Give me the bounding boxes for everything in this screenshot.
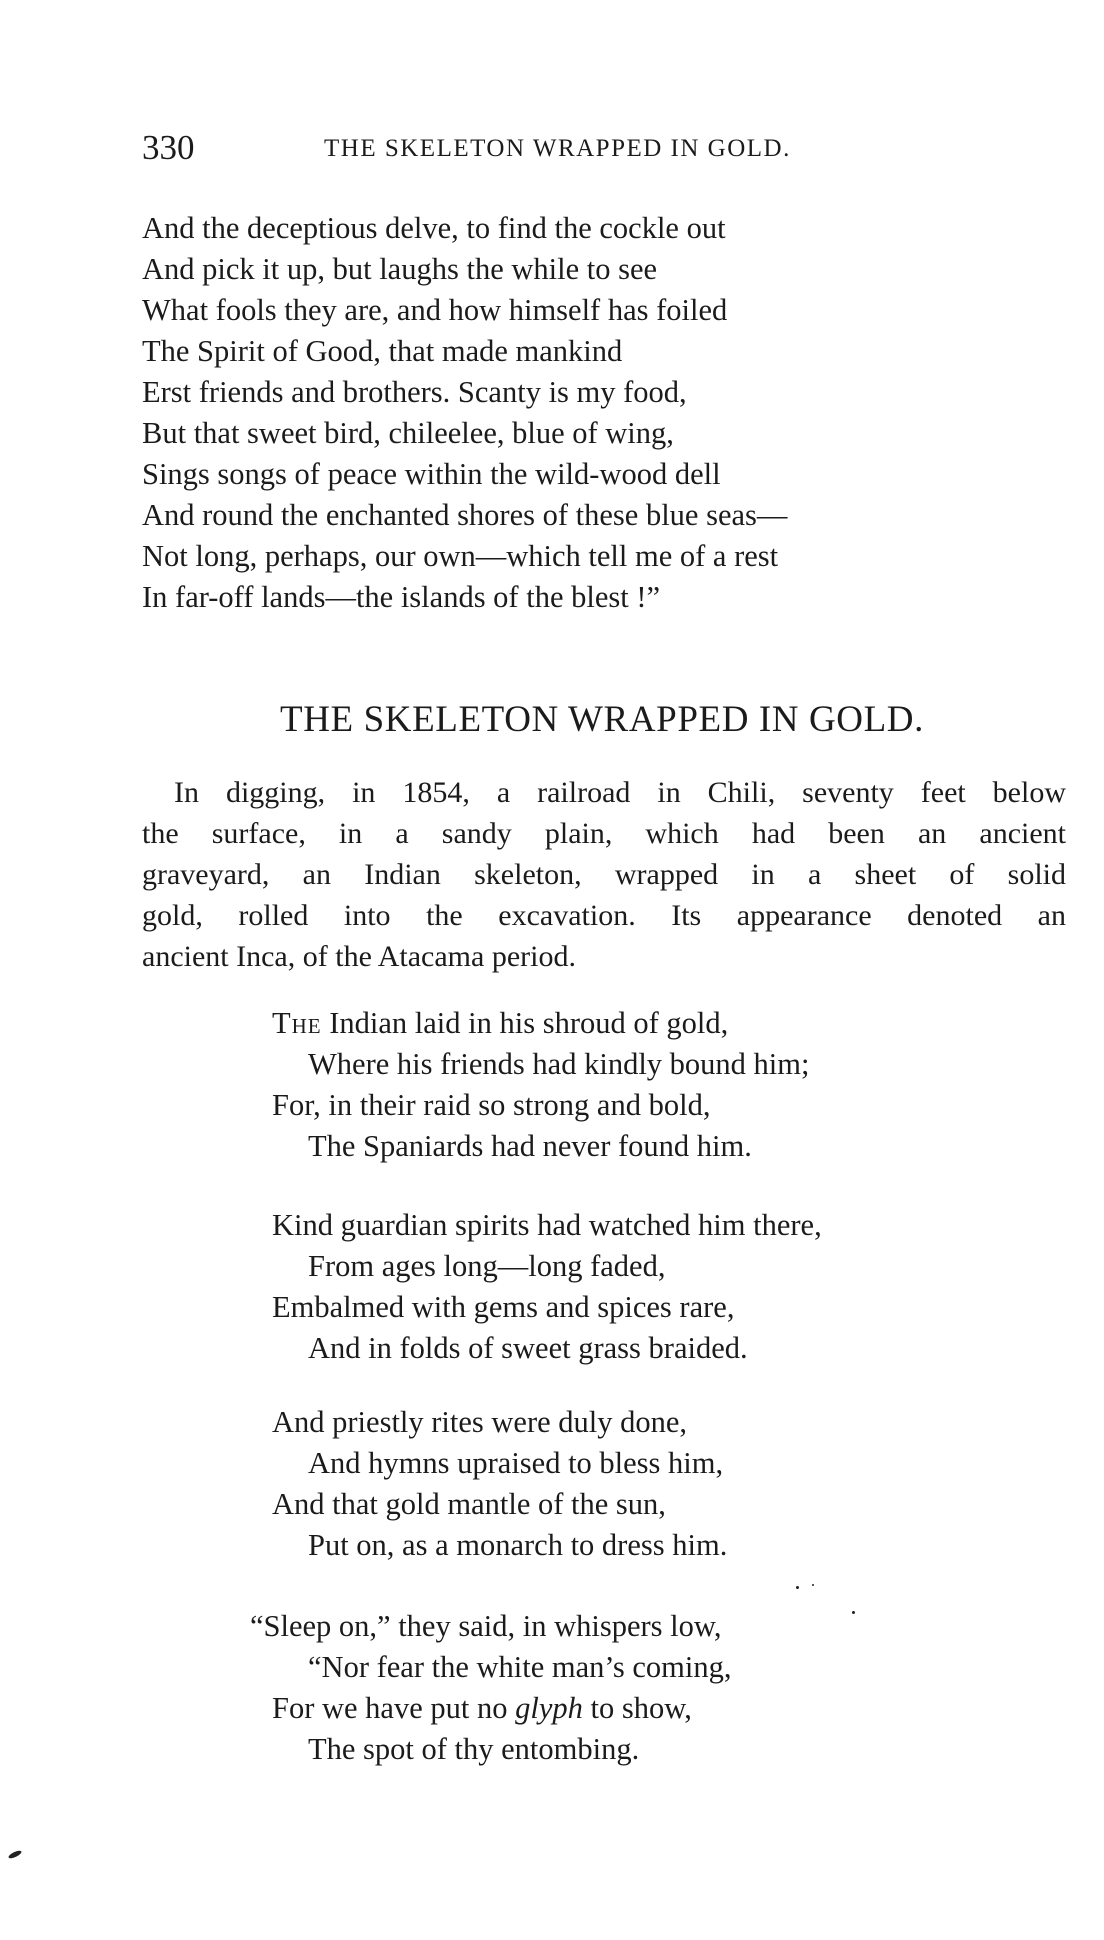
- running-title: THE SKELETON WRAPPED IN GOLD.: [324, 135, 791, 162]
- verse-line: Erst friends and brothers. Scanty is my food,: [142, 375, 687, 409]
- poem-italic-word: glyph: [515, 1691, 583, 1725]
- verse-line: Not long, perhaps, our own—which tell me of a rest: [142, 539, 779, 573]
- poem-line: “Nor fear the white man’s coming,: [308, 1650, 732, 1684]
- verse-line: The Spirit of Good, that made mankind: [142, 334, 623, 368]
- poem-line: The Spaniards had never found him.: [308, 1129, 752, 1163]
- ink-speck: [852, 1611, 855, 1614]
- poem-line-text: to show,: [582, 1691, 692, 1725]
- poem-line: Put on, as a monarch to dress him.: [308, 1528, 728, 1562]
- poem-line: Embalmed with gems and spices rare,: [272, 1290, 735, 1324]
- poem-line: [272, 1003, 1032, 1044]
- poem-line: For, in their raid so strong and bold,: [272, 1088, 711, 1122]
- poem-initial-word: The: [272, 1006, 322, 1040]
- poem-stanza-4: [250, 1606, 1032, 1770]
- prose-line: the surface, in a sandy plain, which had been an ancient: [142, 817, 1066, 850]
- prose-line: gold, rolled into the excavation. Its appearance denoted an: [142, 899, 1066, 932]
- running-head: [142, 128, 942, 172]
- page-number: 330: [142, 128, 195, 167]
- poem-line: “Sleep on,” they said, in whispers low,: [250, 1609, 722, 1643]
- prose-paragraph: [142, 772, 1066, 977]
- poem-stanza-1: [272, 1003, 1032, 1167]
- prose-line: In digging, in 1854, a railroad in Chili, seventy feet below: [174, 776, 1066, 809]
- poem-stanza-2: [272, 1205, 1032, 1369]
- poem-line-text: Indian laid in his shroud of gold,: [321, 1006, 729, 1040]
- verse-line: And the deceptious delve, to find the cockle out: [142, 211, 726, 245]
- poem-line: Where his friends had kindly bound him;: [308, 1047, 810, 1081]
- poem-line: Kind guardian spirits had watched him there,: [272, 1208, 822, 1242]
- poem-line: The spot of thy entombing.: [308, 1732, 640, 1766]
- prose-line: ancient Inca, of the Atacama period.: [142, 940, 576, 973]
- ink-speck: [796, 1586, 799, 1589]
- verse-continuation: [142, 208, 1022, 618]
- poem-line-text: For we have put no: [272, 1691, 516, 1725]
- poem-line: And that gold mantle of the sun,: [272, 1487, 666, 1521]
- verse-line: Sings songs of peace within the wild-wood dell: [142, 457, 721, 491]
- verse-line: What fools they are, and how himself has foiled: [142, 293, 728, 327]
- poem-stanza-3: [272, 1402, 1032, 1566]
- verse-line: In far-off lands—the islands of the blest !”: [142, 580, 661, 614]
- verse-line: And pick it up, but laughs the while to see: [142, 252, 658, 286]
- poem-line: And priestly rites were duly done,: [272, 1405, 688, 1439]
- ink-speck: [8, 1849, 23, 1859]
- poem-line: And hymns upraised to bless him,: [308, 1446, 724, 1480]
- verse-line: And round the enchanted shores of these blue seas—: [142, 498, 788, 532]
- verse-line: But that sweet bird, chileelee, blue of wing,: [142, 416, 674, 450]
- poem-line: And in folds of sweet grass braided.: [308, 1331, 748, 1365]
- poem-line: [272, 1688, 1032, 1729]
- prose-line: graveyard, an Indian skeleton, wrapped in a sheet of solid: [142, 858, 1066, 891]
- section-heading: THE SKELETON WRAPPED IN GOLD.: [280, 699, 924, 740]
- ink-speck: [812, 1584, 814, 1586]
- poem-line: From ages long—long faded,: [308, 1249, 666, 1283]
